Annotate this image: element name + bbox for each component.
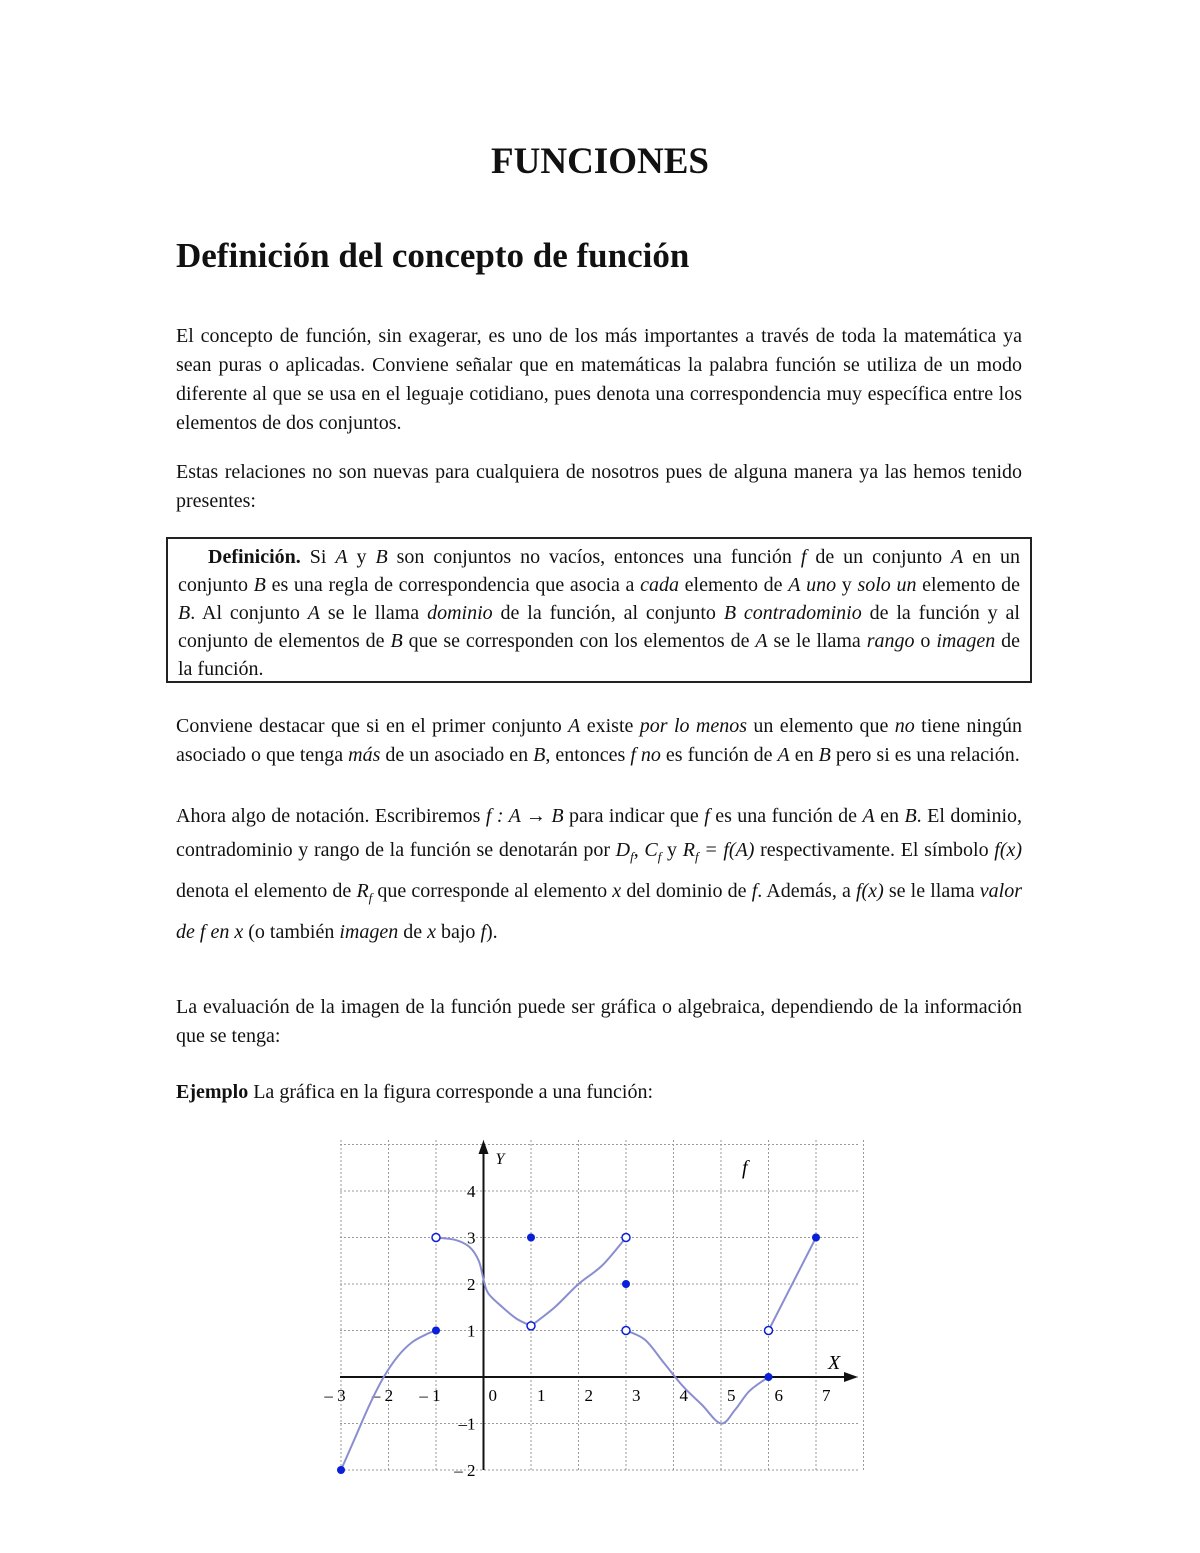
function-label: f [742,1157,748,1179]
x-tick-label: 5 [727,1386,736,1405]
y-axis-label: Y [495,1151,505,1168]
open-point [622,1327,630,1335]
open-point [527,1322,535,1330]
y-tick-label: 1 [467,1321,476,1341]
definition-text: Definición. Si A y B son conjuntos no vacíos, entonces una función f de un conjunto A en un conjunto B es una regla de correspondencia que asocia a cada elemento de A uno y solo un elemento de B. Al conjunto A se le llama dominio de la función, al conjunto B contradominio de la función y al conjunto de elementos de B que se corresponden con los elementos de A se le llama rango o imagen de la función. [178,546,1021,680]
page-title: FUNCIONES [491,141,709,182]
y-tick-label: – 2 [454,1461,476,1480]
y-tick-label: –1 [458,1414,476,1434]
notation-paragraph: Ahora algo de notación. Escribiremos f : A → B para indicar que f es una función de A en B. El dominio, contradominio y rango de la función se denotarán por $D_f$, $C_f$ y $R_f = f(A)$ respectivamente. El símbolo f(x) denota el elemento de $R_f$ que corresponde al elemento x del dominio de f. Además, a f(x) se le llama valor de f en x (o también imagen de x bajo f). [176,805,1023,943]
open-point [432,1234,440,1242]
example-paragraph: Ejemplo La gráfica en la figura corresponde a una función: [176,1081,654,1103]
definition-box [166,537,1032,683]
closed-point [622,1280,630,1288]
y-tick-label: 4 [467,1182,476,1201]
closed-point [432,1327,440,1335]
relation-note-paragraph: Conviene destacar que si en el primer conjunto A existe por lo menos un elemento que no tiene ningún asociado o que tenga más de un asociado en B, entonces f no es función de A en B pero si es una relación. [176,715,1022,766]
closed-point [527,1234,535,1242]
open-point [765,1327,773,1335]
x-tick-label: 3 [632,1386,641,1405]
x-axis-label: X [828,1352,841,1374]
evaluation-paragraph: La evaluación de la imagen de la función puede ser gráfica o algebraica, dependiendo de la información que se tenga: [176,996,1022,1047]
x-tick-label: 0 [488,1386,497,1405]
intro-paragraph: El concepto de función, sin exagerar, es uno de los más importantes a través de toda la matemática ya sean puras o aplicadas. Conviene señalar que en matemáticas la palabra función se utiliza de un modo diferente al que se usa en el leguaje cotidiano, pues denota una correspondencia muy específica entre los elementos de dos conjuntos. [176,325,1022,434]
closed-point [812,1234,820,1242]
closed-point [765,1373,773,1381]
y-axis-arrow [479,1140,489,1154]
open-point [622,1234,630,1242]
function-graph [324,1130,870,1480]
x-tick-label: 7 [822,1386,831,1405]
closed-point [337,1466,345,1474]
x-tick-label: – 3 [324,1386,346,1405]
relations-paragraph: Estas relaciones no son nuevas para cualquiera de nosotros pues de alguna manera ya las hemos tenido presentes: [176,461,1022,512]
y-tick-label: 2 [467,1275,476,1294]
x-tick-label: – 1 [419,1386,441,1405]
y-tick-label: 3 [467,1228,476,1248]
x-tick-label: 6 [774,1386,783,1405]
x-axis-arrow [844,1372,858,1382]
x-tick-label: 1 [537,1386,546,1405]
x-tick-label: 2 [584,1386,593,1405]
x-tick-label: – 2 [371,1386,394,1405]
x-tick-label: 4 [679,1386,688,1405]
section-title: Definición del concepto de función [176,236,690,275]
